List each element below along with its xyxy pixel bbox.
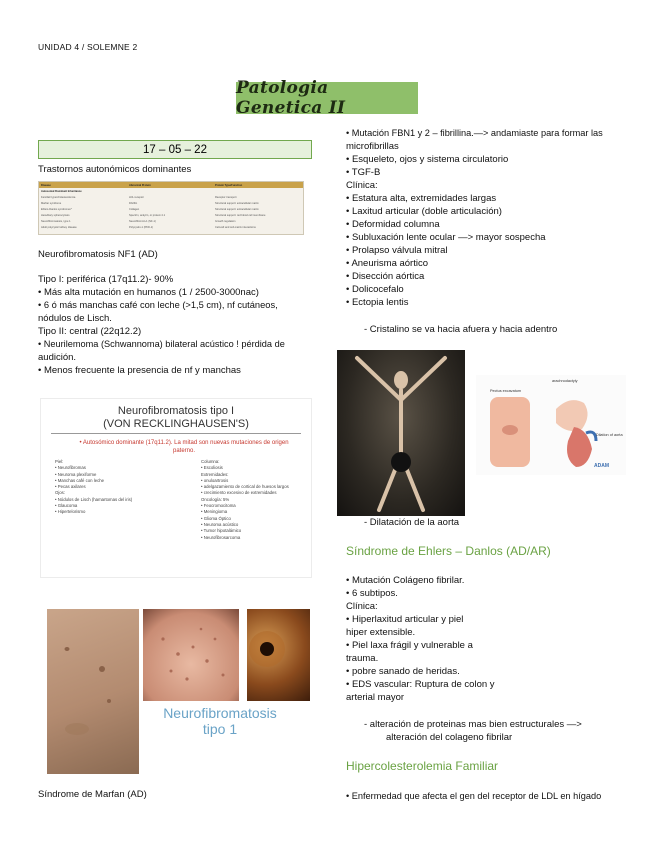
- slide-left-item: • Nódulos de Lisch (hamartomas del iris): [55, 496, 133, 502]
- disease-table-image: [38, 181, 304, 235]
- slide-right-item: Columna:: [201, 459, 220, 464]
- table-cell: Familial hypercholesterolemia: [41, 196, 76, 199]
- table-cell: Structural support: extracellular matrix: [215, 208, 259, 211]
- tipo2-line: Tipo II: central (22q12.2): [38, 326, 142, 337]
- photo-label-line-2: tipo 1: [202, 721, 238, 737]
- fig-label-arachnodactyly: arachnodactyly: [552, 379, 578, 383]
- slide-right-item: • Neuroma acústico: [201, 521, 239, 527]
- eds-clinica: Clínica:: [346, 601, 378, 612]
- table-cell: Structural support: red blood cell membrane: [215, 214, 266, 217]
- nf1-photo-eye: [247, 609, 310, 701]
- date-text: 17 – 05 – 22: [143, 143, 207, 156]
- table-subheader: Autosomal Dominant Inheritance: [41, 190, 82, 193]
- marfan-clinica: Clínica:: [346, 180, 378, 191]
- nf1-bullet-1: • Más alta mutación en humanos (1 / 2500-3000nac): [38, 287, 259, 298]
- table-cell: Hereditary spherocytosis: [41, 214, 70, 217]
- photo-label-line-1: Neurofibromatosis: [163, 705, 277, 721]
- tipo1-line: Tipo I: periférica (17q11.2)- 90%: [38, 274, 174, 285]
- nf1-bullet-2b: nódulos de Lisch.: [38, 313, 112, 324]
- marfan-bullet-1b: microfibrillas: [346, 141, 399, 152]
- marfan-body-photo: [337, 350, 465, 516]
- eds-e1: • Mutación Colágeno fibrilar.: [346, 575, 465, 586]
- marfan-c2: • Laxitud articular (doble articulación): [346, 206, 502, 217]
- document-title: Patologia Genetica II: [236, 78, 346, 118]
- marfan-diagram: [476, 375, 626, 475]
- slide-left-item: • Neuroma plexiforme: [55, 471, 97, 477]
- slide-left-item: • Neurofibromas: [55, 465, 86, 471]
- slide-left-column: [55, 459, 132, 516]
- slide-subtitle: (VON RECKLINGHAUSEN'S): [103, 418, 249, 430]
- slide-left-item: Piel:: [55, 459, 64, 464]
- marfan-dash-2: - Dilatación de la aorta: [364, 517, 460, 528]
- slide-title: Neurofibromatosis tipo I: [117, 405, 235, 417]
- table-cell: Polycystin-1 (PKD-1): [129, 226, 154, 229]
- slide-right-item: • Tumor hipotalámico: [201, 528, 242, 534]
- marfan-c8: • Dolicocefalo: [346, 284, 404, 295]
- slide-right-column: [201, 459, 289, 541]
- table-cell: Collagen: [129, 208, 140, 211]
- table-header-cell: Protein Type/Function: [215, 183, 243, 187]
- eds-e2: • 6 subtipos.: [346, 588, 398, 599]
- slide-right-item: Oncología: 5%: [201, 496, 230, 502]
- photo-label: [150, 705, 290, 737]
- date-box: [38, 140, 312, 159]
- slide-right-item: • Meningioma: [201, 509, 228, 515]
- table-cell: Receptor transport: [215, 196, 237, 199]
- slide-right-item: • Glioma Óptico: [201, 515, 231, 521]
- slide-left-item: Ojos:: [55, 490, 66, 496]
- eds-e3b: hiper extensible.: [346, 627, 416, 638]
- eds-e6b: arterial mayor: [346, 692, 405, 703]
- fig-label-aorta: Dilation of aorta: [596, 433, 623, 437]
- marfan-bullet-1a: • Mutación FBN1 y 2 – fibrillina.—> andamiaste para formar las: [346, 128, 603, 138]
- eds-heading: Síndrome de Ehlers – Danlos (AD/AR): [346, 544, 551, 558]
- marfan-c5: • Prolapso válvula mitral: [346, 245, 448, 256]
- eds-e5: • pobre sanado de heridas.: [346, 666, 460, 677]
- slide-right-item: • Escoliosis: [201, 465, 223, 471]
- eds-dash-3b: alteración del colageno fibrilar: [386, 732, 513, 743]
- eds-dash-3a: - alteración de proteinas mas bien estructurales —>: [364, 719, 582, 730]
- page-header: UNIDAD 4 / SOLEMNE 2: [38, 42, 138, 52]
- table-header-cell: Disease: [41, 183, 51, 187]
- fig-label-pectus: Pectus excavatum: [490, 389, 522, 393]
- nf1-photo-torso: [143, 609, 239, 701]
- marfan-c3: • Deformidad columna: [346, 219, 440, 230]
- slide-right-item: • adelgazamiento de cortical de huesos largos: [201, 484, 289, 490]
- slide-left-item: • Manchas café con leche: [55, 477, 105, 483]
- marfan-dash-1: - Cristalino se va hacia afuera y hacia adentro: [364, 324, 558, 335]
- slide-right-item: • crecimiento excesivo de extremidades: [201, 490, 277, 496]
- slide-right-item: • Feocromocitoma: [201, 503, 236, 509]
- table-cell: Growth regulation: [215, 220, 236, 223]
- slide-left-item: • Pecas axilares: [55, 484, 86, 490]
- table-cell: Marfan syndrome: [41, 202, 62, 205]
- table-cell: Adult polycystic kidney disease: [41, 226, 77, 229]
- adam-logo: ADAM: [594, 463, 609, 469]
- table-cell: Neurofibromin-1 (NF-1): [129, 220, 156, 223]
- slide-bullet: • Autosómico dominante (17q11.2). La mitad son nuevas mutaciones de origen paterno.: [79, 440, 289, 454]
- table-cell: Ehlers-Danlos syndromes*: [41, 208, 72, 211]
- slide-left-item: • Glaucoma: [55, 503, 78, 509]
- table-cell: Structural support: extracellular matrix: [215, 202, 259, 205]
- table-header-cell: Abnormal Protein: [129, 183, 151, 187]
- nf2-bullet-1a: • Neurilemoma (Schwannoma) bilateral acústico ! pérdida de: [38, 339, 285, 349]
- nf1-photo-skin: [47, 609, 139, 774]
- slide-divider: [51, 433, 301, 434]
- nf2-bullet-2: • Menos frecuente la presencia de nf y manchas: [38, 365, 241, 376]
- slide-left-item: • Hipertelorismo: [55, 509, 86, 515]
- table-header-bar: [39, 182, 303, 188]
- nf1-heading: Neurofibromatosis NF1 (AD): [38, 249, 158, 260]
- marfan-c7: • Disección aórtica: [346, 271, 425, 282]
- hiper-h1: • Enfermedad que afecta el gen del receptor de LDL en hígado: [346, 791, 602, 801]
- slide-right-item: • onuloartrosis: [201, 477, 229, 483]
- nf1-bullet-2a: • 6 ó más manchas café con leche (>1,5 cm), nf cutáneos,: [38, 300, 278, 310]
- marfan-c1: • Estatura alta, extremidades largas: [346, 193, 497, 204]
- marfan-c4: • Subluxación lente ocular —> mayor sospecha: [346, 232, 546, 243]
- slide-right-item: • Neurofibrosarcoma: [201, 534, 241, 540]
- table-cell: Cell-cell and cell-matrix interactions: [215, 226, 256, 229]
- autosomal-heading: Trastornos autonómicos dominantes: [38, 164, 192, 175]
- marfan-bullet-3: • TGF-B: [346, 167, 381, 178]
- marfan-c6: • Aneurisma aórtico: [346, 258, 429, 269]
- eds-e6a: • EDS vascular: Ruptura de colon y: [346, 679, 495, 690]
- nf2-bullet-1b: audición.: [38, 352, 77, 363]
- table-cell: Fibrillin: [129, 202, 138, 205]
- eds-e3a: • Hiperlaxitud articular y piel: [346, 614, 464, 625]
- title-banner: [236, 78, 418, 118]
- slide-right-item: Extremidades:: [201, 471, 229, 477]
- table-cell: Neurofibromatosis, type 1: [41, 220, 71, 223]
- hiper-heading: Hipercolesterolemia Familiar: [346, 759, 499, 773]
- eds-e4a: • Piel laxa frágil y vulnerable a: [346, 640, 473, 651]
- eds-e4b: trauma.: [346, 653, 379, 664]
- marfan-heading: Síndrome de Marfan (AD): [38, 789, 147, 800]
- marfan-bullet-2: • Esqueleto, ojos y sistema circulatorio: [346, 154, 509, 165]
- nf1-slide-image: [40, 398, 312, 578]
- marfan-c9: • Ectopia lentis: [346, 297, 409, 308]
- table-cell: Spectrin, ankyrin, or protein 4.1: [129, 214, 166, 217]
- table-cell: LDL receptor: [129, 196, 144, 199]
